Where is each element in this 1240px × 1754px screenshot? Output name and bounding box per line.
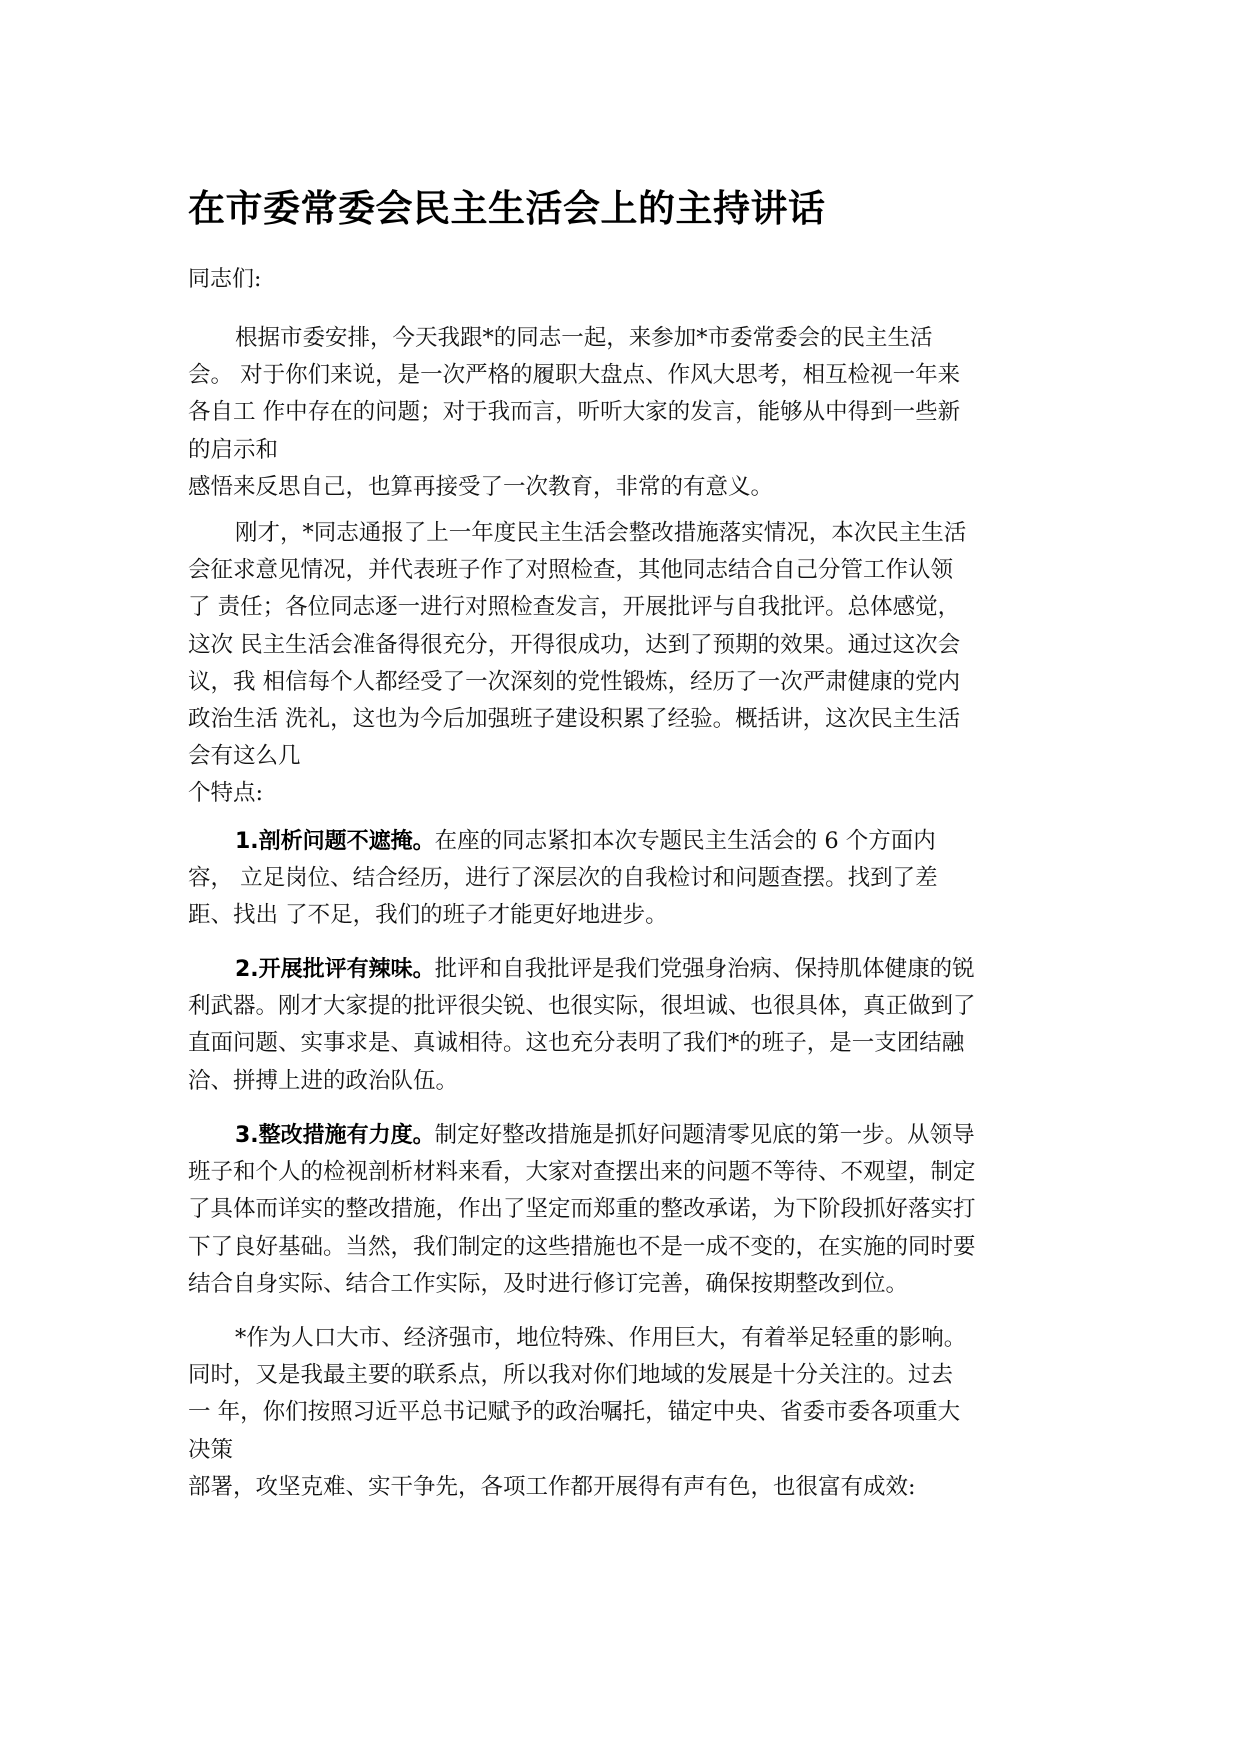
paragraph-line: [188, 951, 1060, 988]
paragraph-line: 根据市委安排，今天我跟*的同志一起，来参加*市委常委会的民主生活: [235, 325, 933, 351]
paragraph-line: 利武器。刚才大家提的批评很尖锐、也很实际，很坦诚、也很具体，真正做到了: [188, 993, 976, 1020]
paragraph-line: 洽、拼搏上进的政治队伍。: [188, 1067, 459, 1094]
paragraph-line: 会征求意见情况，并代表班子作了对照检查，其他同志结合自己分管工作认领: [188, 557, 954, 584]
paragraph-opening: [188, 320, 1060, 506]
paragraph-point-3: [188, 1117, 1060, 1303]
paragraph-review: [188, 515, 1060, 813]
point-heading: 2.开展批评有辣味。: [235, 957, 435, 982]
paragraph-line: 会有这么几: [188, 743, 301, 770]
paragraph-line: [188, 823, 1060, 860]
paragraph-line: 了具体而详实的整改措施，作出了坚定而郑重的整改承诺，为下阶段抓好落实打: [188, 1196, 976, 1223]
paragraph-line: 刚才，*同志通报了上一年度民主生活会整改措施落实情况，本次民主生活: [235, 520, 967, 546]
paragraph-line: 个特点:: [188, 780, 264, 807]
point-heading: 3.整改措施有力度。: [235, 1123, 435, 1148]
paragraph-text: 制定好整改措施是抓好问题清零见底的第一步。从领导: [434, 1122, 975, 1148]
paragraph-line: 各自工 作中存在的问题；对于我而言，听听大家的发言，能够从中得到一些新: [188, 399, 961, 426]
paragraph-text: 批评和自我批评是我们党强身治病、保持肌体健康的锐: [434, 956, 975, 982]
paragraph-line: 政治生活 洗礼，这也为今后加强班子建设积累了经验。概括讲，这次民主生活: [188, 706, 961, 733]
point-heading: 1.剖析问题不遮掩。: [235, 829, 435, 854]
paragraph-point-1: [188, 823, 1060, 935]
paragraph-line: 直面问题、实事求是、真诚相待。这也充分表明了我们*的班子，是一支团结融: [188, 1030, 965, 1057]
paragraph-line: 容， 立足岗位、结合经历，进行了深层次的自我检讨和问题查摆。找到了差: [188, 865, 938, 892]
document-page: [188, 0, 1060, 1754]
paragraph-line: 决策: [188, 1436, 234, 1463]
paragraph-line: 部署，攻坚克难、实干争先，各项工作都开展得有声有色，也很富有成效:: [188, 1473, 916, 1500]
paragraph-line: 的启示和: [188, 436, 279, 463]
paragraph-line: 班子和个人的检视剖析材料来看，大家对查摆出来的问题不等待、不观望，制定: [188, 1159, 976, 1186]
paragraph-line: 同时，又是我最主要的联系点，所以我对你们地域的发展是十分关注的。过去: [188, 1362, 954, 1389]
paragraph-line: 距、找出 了不足，我们的班子才能更好地进步。: [188, 902, 668, 929]
paragraph-line: 会。 对于你们来说，是一次严格的履职大盘点、作风大思考，相互检视一年来: [188, 362, 961, 389]
paragraph-line: *作为人口大市、经济强市，地位特殊、作用巨大，有着举足轻重的影响。: [235, 1325, 967, 1351]
salutation: 同志们:: [188, 267, 262, 292]
document-title: 在市委常委会民主生活会上的主持讲话: [188, 187, 826, 230]
paragraph-line: 一 年，你们按照习近平总书记赋予的政治嘱托，锚定中央、省委市委各项重大: [188, 1399, 961, 1426]
paragraph-line: 了 责任；各位同志逐一进行对照检查发言，开展批评与自我批评。总体感觉，: [188, 594, 961, 621]
paragraph-point-2: [188, 951, 1060, 1100]
paragraph-line: [188, 1117, 1060, 1154]
paragraph-line: 下了良好基础。当然，我们制定的这些措施也不是一成不变的，在实施的同时要: [188, 1233, 976, 1260]
paragraph-line: 这次 民主生活会准备得很充分，开得很成功，达到了预期的效果。通过这次会: [188, 631, 961, 658]
paragraph-line: 议，我 相信每个人都经受了一次深刻的党性锻炼，经历了一次严肃健康的党内: [188, 668, 961, 695]
paragraph-text: 在座的同志紧扣本次专题民主生活会的 6 个方面内: [434, 828, 936, 854]
paragraph-line: 结合自身实际、结合工作实际，及时进行修订完善，确保按期整改到位。: [188, 1270, 909, 1297]
paragraph-line: 感悟来反思自己，也算再接受了一次教育，非常的有意义。: [188, 473, 774, 500]
paragraph-region: [188, 1320, 1060, 1506]
